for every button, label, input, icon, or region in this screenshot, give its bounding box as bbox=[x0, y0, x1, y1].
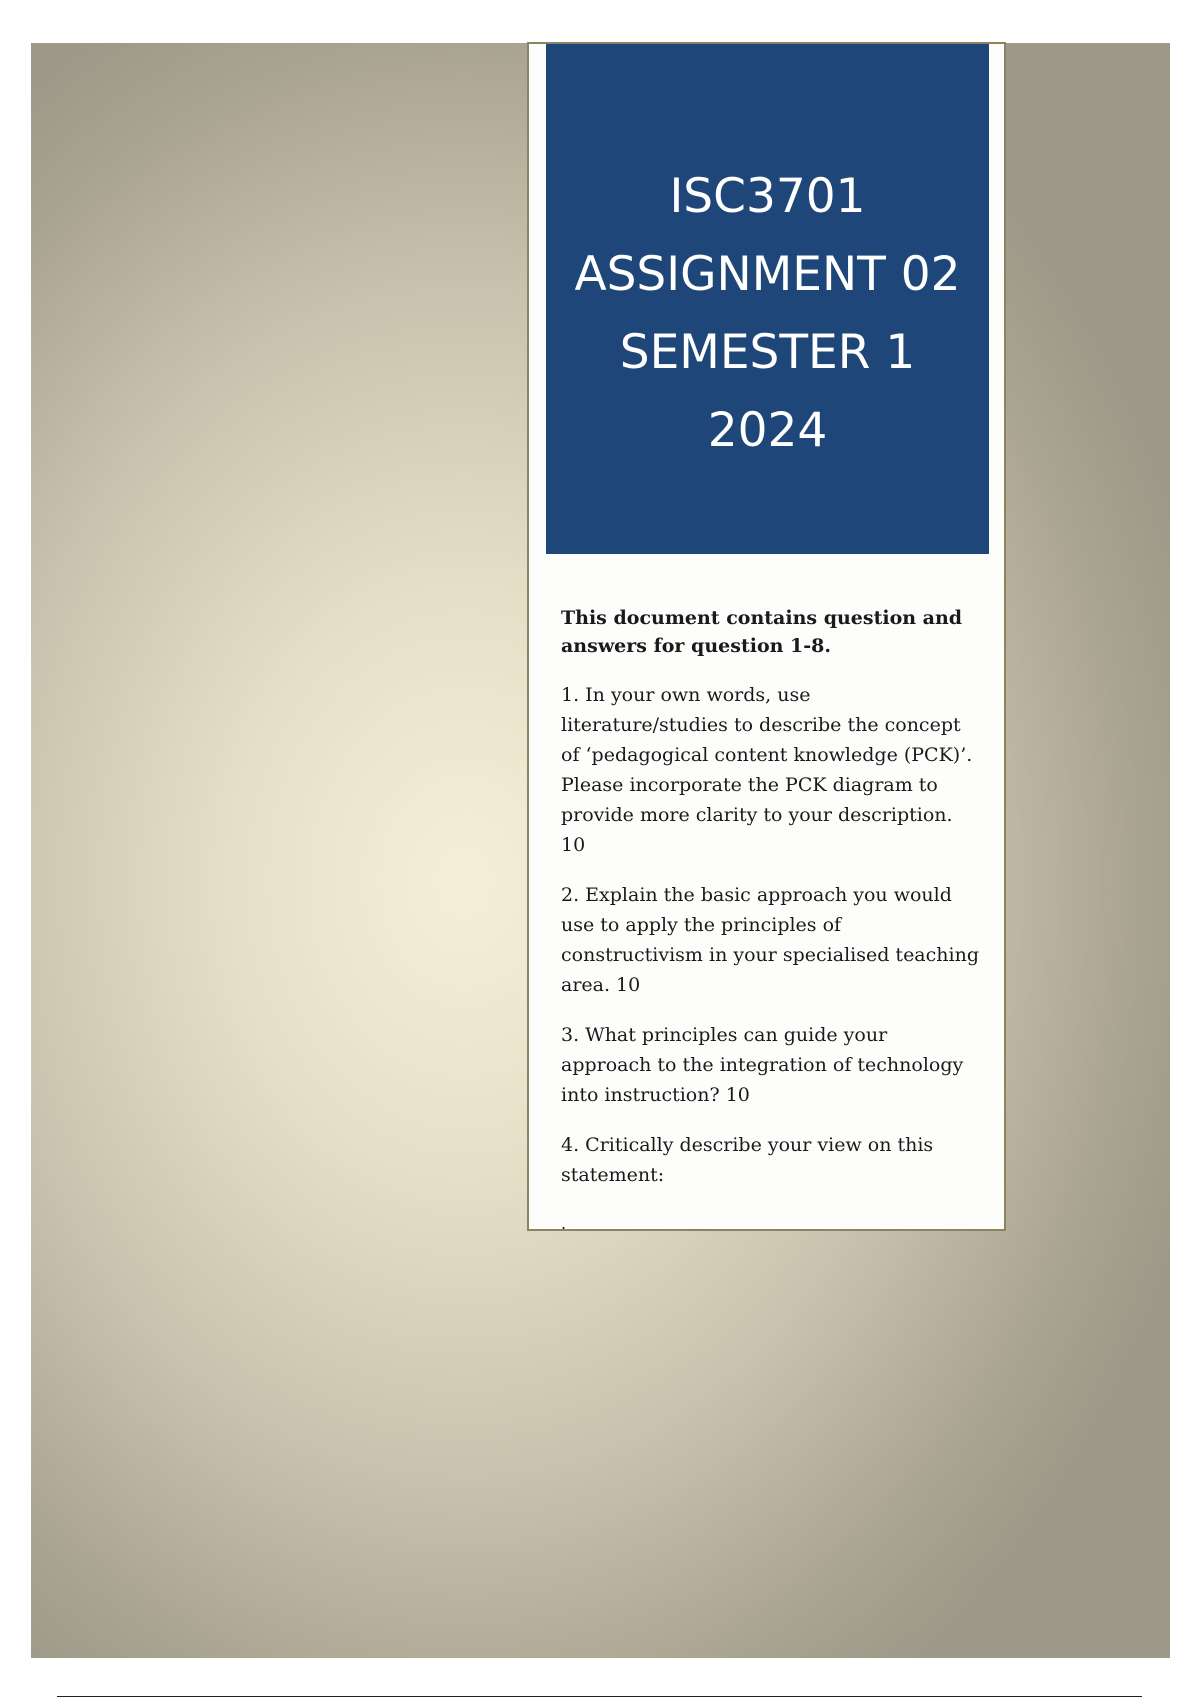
question-2: 2. Explain the basic approach you would use to apply the principles of constructivism in your specialised teaching area. 10 bbox=[561, 884, 979, 996]
sidebar-panel bbox=[527, 42, 1006, 1231]
year: 2024 bbox=[707, 403, 828, 458]
title-block bbox=[546, 44, 989, 554]
trailing-mark: . bbox=[561, 1214, 567, 1233]
intro-text: This document contains question and answers for question 1-8. bbox=[561, 607, 963, 657]
question-3: 3. What principles can guide your approach to the integration of technology into instruction? 10 bbox=[561, 1024, 964, 1106]
question-4: 4. Critically describe your view on this statement: bbox=[561, 1134, 934, 1186]
course-code: ISC3701 bbox=[669, 169, 866, 224]
question-1: 1. In your own words, use literature/studies to describe the concept of ‘pedagogical content knowledge (PCK)’. Please incorporate the PCK diagram to provide more clarity to your description. 10 bbox=[561, 684, 973, 856]
assignment-number: ASSIGNMENT 02 bbox=[574, 247, 961, 302]
semester: SEMESTER 1 bbox=[619, 325, 916, 380]
footer-rule bbox=[57, 1696, 1142, 1697]
sidebar-content bbox=[561, 604, 981, 1210]
